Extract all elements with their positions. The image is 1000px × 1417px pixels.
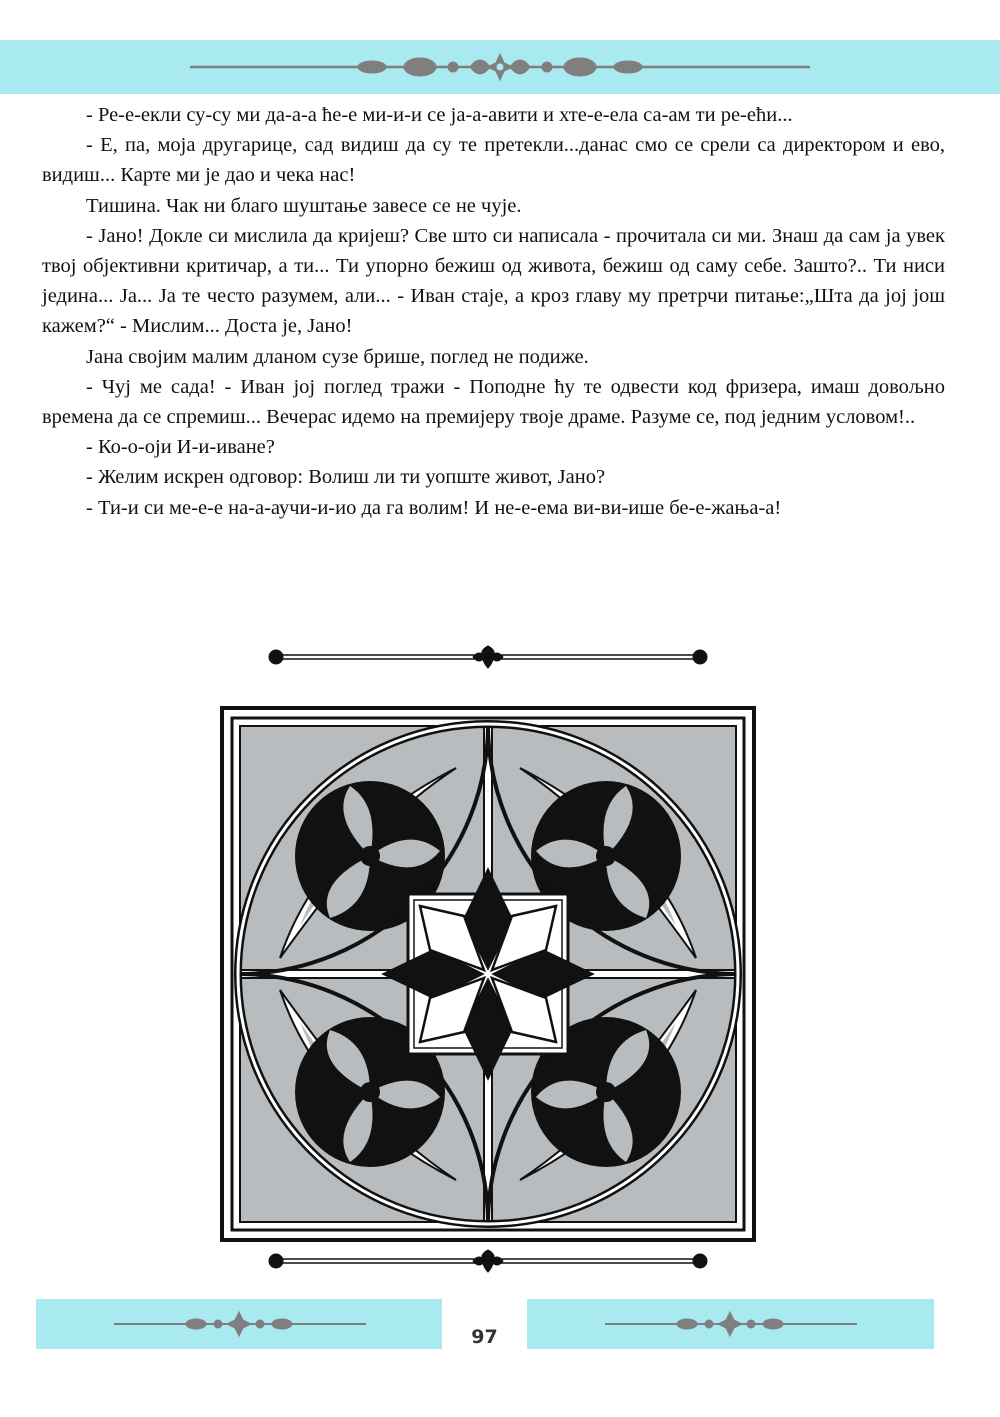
page-number: 97 xyxy=(471,1326,498,1348)
story-text xyxy=(42,100,945,523)
paragraph: - Ти-и си ме-е-е на-а-аучи-и-ио да га волим! И не-е-ема ви-ви-ише бе-е-жања-а! xyxy=(86,496,782,519)
paragraph: - Ре-е-екли су-су ми да-а-а ће-е ми-и-и се ја-а-авити и хте-е-ела са-ам ти ре-ећи... xyxy=(86,104,793,126)
paragraph: - Ко-о-оји И-и-иване? xyxy=(86,436,275,459)
floral-band-ornament-icon xyxy=(0,40,1000,94)
bottom-right-band xyxy=(527,1299,934,1349)
paragraph: Јана својим малим дланом сузе брише, поглед не подиже. xyxy=(86,345,589,368)
top-decorative-band xyxy=(0,40,1000,94)
scroll-divider-icon xyxy=(268,642,708,672)
paragraph: - Е, па, моја другарице, сад видиш да су те претекли...данас смо се срели са директором и ево, видиш... Карте ми је дао и чека нас! xyxy=(42,134,945,187)
square-circle-mosaic-icon xyxy=(220,706,756,1242)
scroll-divider-icon xyxy=(268,1246,708,1276)
paragraph: - Желим искрен одговор: Волиш ли ти уопште живот, Јано? xyxy=(86,466,606,489)
paragraph: - Јано! Докле си мислила да кријеш? Све што си написала - прочитала си ми. Знаш да сам ја увек твој објективни критичар, а ти... Ти упорно бежиш од живота, бежиш од саму себе. Зашто?.. Ти ниси једина... Ја... Ја те често разумем, али... - Иван стаје, а кроз главу му претрчи питање:„Шта да јој још кажем?“ - Мислим... Доста је, Јано! xyxy=(42,224,945,338)
paragraph: Тишина. Чак ни благо шуштање завесе се не чује. xyxy=(86,194,522,217)
paragraph: - Чуј ме сада! - Иван јој поглед тражи - Поподне ћу те одвести код фризера, имаш довољно времена да се спремиш... Вечерас идемо на премијеру твоје драме. Разуме се, под једним условом!.. xyxy=(42,375,945,429)
bottom-left-band xyxy=(36,1299,442,1349)
floral-band-ornament-icon xyxy=(527,1299,934,1349)
floral-band-ornament-icon xyxy=(36,1299,442,1349)
